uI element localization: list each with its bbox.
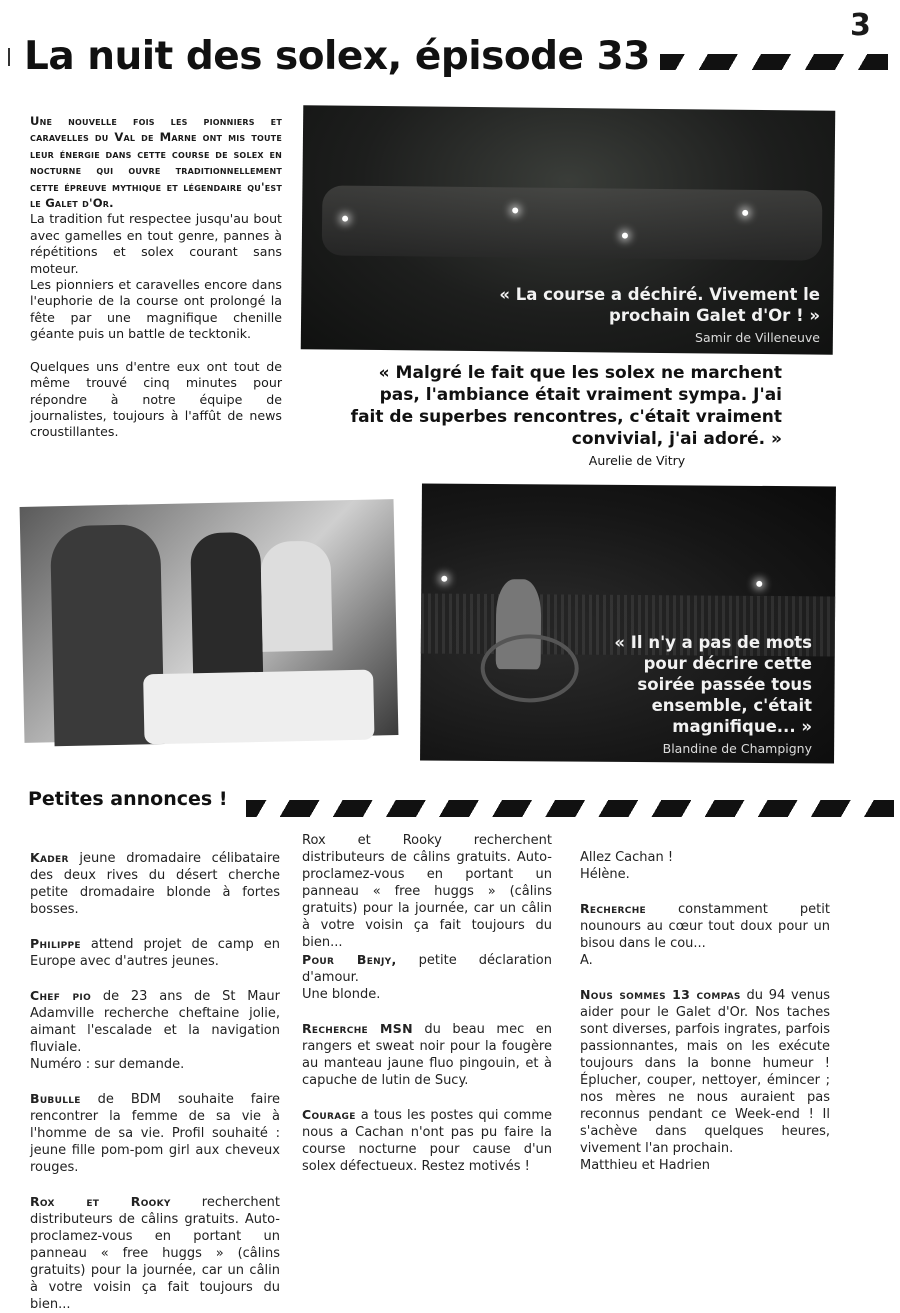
ads-column-1 [30,849,281,1312]
ad-item: Allez Cachan ! Hélène. [580,850,674,882]
page-number: 3 [850,8,871,43]
ad-item: Recherche MSN du beau mec en rangers et sweat noir pour la fougère au manteau jaune fluo pingouin, et à capuche de lutin de Sucy. [302,1021,552,1088]
ad-item: Rox et Rooky recherchent distributeurs de câlins gratuits. Auto-proclamez-vous en portant un panneau « free huggs » (câlins gratuits) pour la journée, car un câlin à votre voisin ça fait toujours du bien... [30,1194,281,1312]
title-marker [8,48,10,66]
quote-author: Samir de Villeneuve [695,330,820,345]
quote-aurelie: « Malgré le fait que les solex ne marchent pas, l'ambiance était vraiment sympa. J'ai fait de superbes rencontres, c'était vraiment convivial, j'ai adoré. » Aurelie de Vitry [342,362,782,472]
photo-kitchen [20,499,399,743]
ad-item: Courage a tous les postes qui comme nous a Cachan n'ont pas pu faire la course nocturne pour cause d'un solex défectueux. Restez motivés ! [302,1107,552,1174]
ad-item: Chef pio de 23 ans de St Maur Adamville recherche cheftaine jolie, aimant l'escalade et la navigation fluviale. Numéro : sur demande. [30,988,280,1072]
ads-stripes [246,800,894,817]
intro-p2: Les pionniers et caravelles encore dans l'euphorie de la course ont prolongé la fête par une magnifique chenille géante puis un battle de tecktonik. [30,277,282,342]
quote-samir: « La course a déchiré. Vivement le prochain Galet d'Or ! » Samir de Villeneuve [499,285,820,345]
ads-title: Petites annonces ! [28,788,228,810]
ad-item: Philippe attend projet de camp en Europe avec d'autres jeunes. [30,936,280,969]
ad-item: Kader jeune dromadaire célibataire des deux rives du désert cherche petite dromadaire blonde à fortes bosses. [30,850,280,917]
ad-item-continued: Rox et Rooky recherchent distributeurs de câlins gratuits. Auto-proclamez-vous en portant un panneau « free huggs » (câlins gratuits) pour la journée, car un câlin à votre voisin ça fait toujours du bien... [302,833,552,950]
ads-column-2 [302,833,552,1192]
quote-blandine: « Il n'y a pas de mots pour décrire cette soirée passée tous ensemble, c'était magnifique... » Blandine de Champigny [614,633,812,756]
intro-text [30,113,282,441]
quote-author: Blandine de Champigny [662,741,812,756]
title-stripes [660,54,888,70]
ad-item: Recherche constamment petit nounours au cœur tout doux pour un bisou dans le cou... A. [580,901,830,968]
article-title: La nuit des solex, épisode 33 [24,34,650,79]
quote-author: Aurelie de Vitry [588,453,686,468]
intro-p3: Quelques uns d'entre eux ont tout de même trouvé cinq minutes pour répondre à notre équipe de journalistes, toujours à l'affût de news croustillantes. [30,358,282,440]
ad-item: Bubulle de BDM souhaite faire rencontrer la femme de sa vie à l'homme de sa vie. Profil souhaité : jeune fille pom-pom girl aux cheveux rouges. [30,1091,280,1175]
ads-column-3 [580,849,830,1191]
ad-item: Pour Benjy, petite déclaration d'amour. Une blonde. [302,952,552,1002]
ad-item: Nous sommes 13 compas du 94 venus aider pour le Galet d'Or. Nos taches sont diverses, parfois ingrates, parfois passionnantes, mais on les exécute toujours dans la bonne humeur ! Éplucher, couper, nettoyer, émincer ; nos mères ne nous auraient pas reconnus pendant ce Week-end ! Il s'achève dans quelques heures, vivement l'an prochain. Matthieu et Hadrien [580,987,830,1173]
intro-p1: La tradition fut respectee jusqu'au bout avec gamelles en tout genre, pannes à répétitions et solex courant sans moteur. [30,211,282,276]
intro-lead: Une nouvelle fois les pionniers et caravelles du Val de Marne ont mis toute leur énergie dans cette course de solex en nocturne qui ouvre traditionnellement cette épreuve mythique et légendaire qu'est le Galet d'Or. [30,114,282,211]
